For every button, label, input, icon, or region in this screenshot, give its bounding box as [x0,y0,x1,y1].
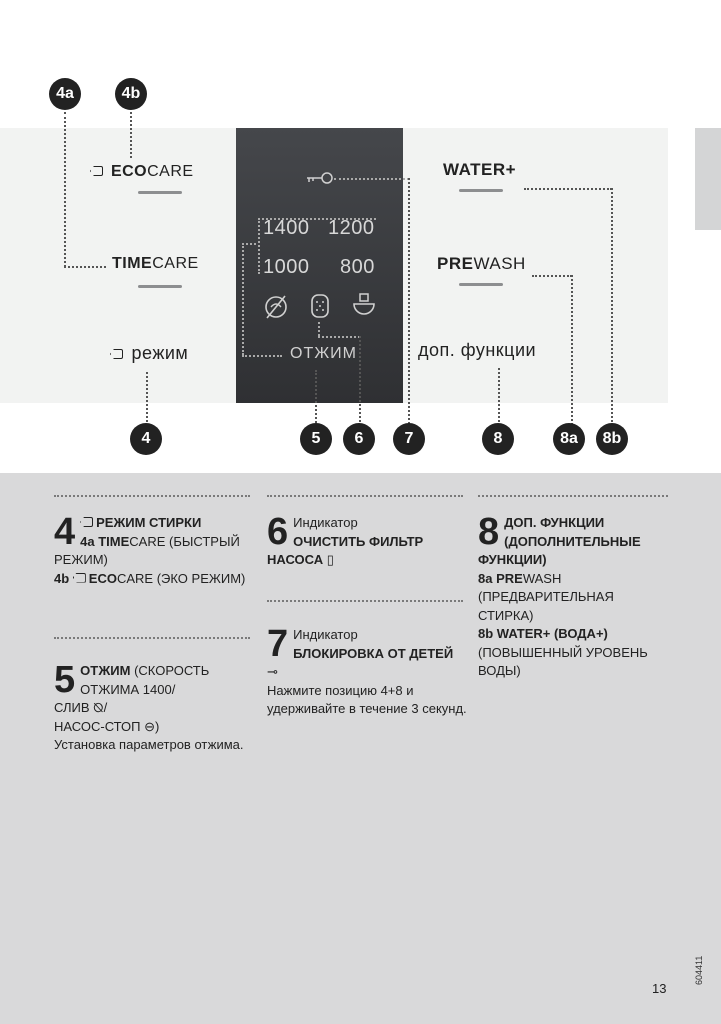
badge-6: 6 [343,423,375,455]
badge-4: 4 [130,423,162,455]
no-spin-icon: ⦰ [93,700,104,715]
badge-7: 7 [393,423,425,455]
no-spin-icon [262,293,290,321]
section-7: 7 Индикатор БЛОКИРОВКА ОТ ДЕТЕЙ ⊸ Нажмите позицию 4+8 и удерживайте в течение 3 секунд. [267,623,467,716]
leader-4a-h [64,266,106,268]
badge-8: 8 [482,423,514,455]
tag-icon [80,517,93,527]
tag-icon [110,349,123,359]
leader-6-b [318,336,360,338]
speed-bracket-l [258,218,260,274]
child-lock-icon [306,171,334,185]
spin-bracket-b [242,355,282,357]
pump-stop-icon [350,292,378,320]
side-tab [695,128,721,230]
badge-4b: 4b [115,78,147,110]
pump-stop-icon: ⊖ [144,718,156,734]
spin-bracket-t [242,243,256,245]
ecocare-button[interactable] [138,191,182,194]
badge-8a: 8a [553,423,585,455]
tag-icon [90,166,103,176]
badge-5: 5 [300,423,332,455]
leader-8b-h [524,188,612,190]
speed-1000: 1000 [263,256,310,278]
ecocare-label: ECOCARE [90,163,194,181]
leader-6-a [318,322,320,336]
filter-icon: ▯ [326,552,334,567]
leader-8 [498,368,500,426]
timecare-button[interactable] [138,285,182,288]
prewash-label: PREWASH [437,254,526,273]
leader-5 [315,370,317,426]
spin-label: ОТЖИМ [290,345,357,362]
speed-800: 800 [340,256,375,278]
water-plus-button[interactable] [459,189,503,192]
leader-8a-h [532,275,572,277]
section-6: 6 Индикатор ОЧИСТИТЬ ФИЛЬТР НАСОСА ▯ [267,511,424,567]
program-label[interactable]: режим [110,343,188,364]
leader-7-h [334,178,409,180]
leader-8b [611,188,613,426]
badge-8b: 8b [596,423,628,455]
leader-6 [359,336,361,426]
section-4: 4 РЕЖИМ СТИРКИ 4a TIMECARE (БЫСТРЫЙ РЕЖИМ) 4b ECOCARE (ЭКО РЕЖИМ) [54,511,246,586]
separator [267,600,463,602]
prewash-button[interactable] [459,283,503,286]
options-label[interactable]: доп. функции [418,340,537,360]
section-5: 5 ОТЖИМ (СКОРОСТЬ ОТЖИМА 1400/ СЛИВ ⦰/ НАСОС-СТОП ⊖) Установка параметров отжима. [54,659,244,752]
timecare-label: TIMECARE [112,255,199,272]
separator [54,637,250,639]
leader-4a [64,112,66,267]
child-lock-icon: ⊸ [267,664,278,679]
filter-icon [309,292,331,322]
speed-1200: 1200 [328,217,375,239]
separator [267,495,463,497]
badge-4a: 4a [49,78,81,110]
tag-icon [73,573,86,583]
leader-4 [146,372,148,422]
water-plus-label: WATER+ [443,160,517,179]
leader-8a [571,275,573,425]
leader-7 [408,178,410,428]
spin-bracket-l [242,243,244,355]
leader-4b [130,112,132,158]
doc-code: 604411 [694,955,704,985]
page-number: 13 [652,981,667,996]
separator [54,495,250,497]
separator [478,495,668,497]
section-8: 8 ДОП. ФУНКЦИИ (ДОПОЛНИТЕЛЬНЫЕ ФУНКЦИИ) 8a PREWASH (ПРЕДВАРИТЕЛЬНАЯ СТИРКА) 8b WATER+ (ВОДА+) (ПОВЫШЕННЫЙ УРОВЕНЬ ВОДЫ) [478,511,648,678]
speed-1400: 1400 [263,217,310,239]
